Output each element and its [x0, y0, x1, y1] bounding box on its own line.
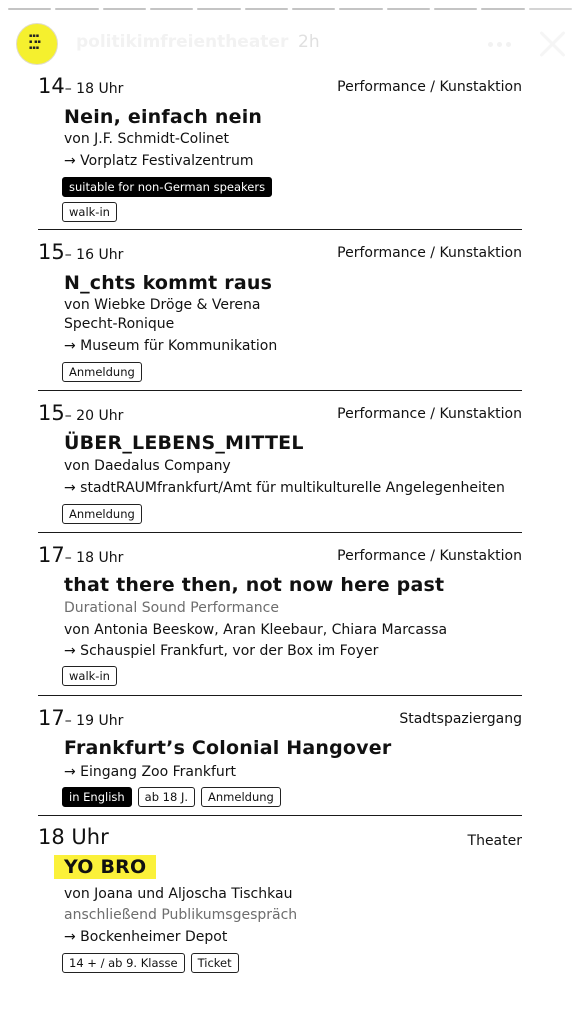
- event-tag: Anmeldung: [201, 787, 281, 807]
- event-tags: [62, 202, 117, 222]
- event-note: anschließend Publikumsgespräch: [64, 907, 298, 923]
- divider: [38, 390, 522, 391]
- story-header: [0, 18, 580, 70]
- event-item: [38, 74, 522, 226]
- event-time-start: 14: [38, 74, 65, 98]
- event-title: that there then, not now here past: [64, 574, 445, 596]
- event-tag: Anmeldung: [62, 362, 142, 382]
- event-item: [38, 825, 522, 975]
- event-time: [38, 401, 123, 425]
- username[interactable]: politikimfreientheater: [76, 32, 289, 52]
- event-tags: [62, 362, 142, 382]
- event-tag: walk-in: [62, 202, 117, 222]
- event-item: [38, 706, 522, 810]
- event-time-start: 18 Uhr: [38, 825, 109, 849]
- event-tag: Anmeldung: [62, 504, 142, 524]
- event-category: Performance / Kunstaktion: [337, 245, 522, 261]
- event-item: [38, 240, 522, 386]
- event-title: ÜBER_LEBENS_MITTEL: [64, 432, 304, 454]
- event-time-start: 15: [38, 240, 65, 264]
- progress-segment: [481, 8, 524, 10]
- event-tag: walk-in: [62, 666, 117, 686]
- close-icon[interactable]: [537, 27, 569, 59]
- progress-segment: [150, 8, 193, 10]
- event-item: [38, 401, 522, 527]
- event-time-end: – 18 Uhr: [64, 550, 124, 566]
- event-location: → Vorplatz Festivalzentrum: [64, 153, 254, 169]
- event-item: [38, 543, 522, 691]
- event-category: Theater: [467, 833, 522, 849]
- event-tags: [62, 953, 239, 973]
- progress-segment: [339, 8, 382, 10]
- event-category: Performance / Kunstaktion: [337, 548, 522, 564]
- event-subtitle: Durational Sound Performance: [64, 600, 279, 616]
- event-tag: Ticket: [191, 953, 239, 973]
- progress-segment: [529, 8, 572, 10]
- event-time-start: 17: [38, 706, 65, 730]
- event-author: von Antonia Beeskow, Aran Kleebaur, Chiara Marcassa: [64, 622, 448, 638]
- progress-segment: [434, 8, 477, 10]
- event-category: Performance / Kunstaktion: [337, 79, 522, 95]
- event-tags: [62, 177, 272, 197]
- progress-segment: [292, 8, 335, 10]
- event-tag: ab 18 J.: [138, 787, 195, 807]
- event-category: Stadtspaziergang: [399, 711, 522, 727]
- progress-segment: [103, 8, 146, 10]
- event-tag: suitable for non-German speakers: [62, 177, 272, 197]
- progress-segment: [8, 8, 51, 10]
- progress-segment: [55, 8, 98, 10]
- post-time: 2h: [298, 32, 320, 52]
- event-tag: in English: [62, 787, 132, 807]
- event-time-start: 17: [38, 543, 65, 567]
- event-title: N_chts kommt raus: [64, 272, 273, 294]
- event-title: Frankfurt’s Colonial Hangover: [64, 737, 392, 759]
- divider: [38, 695, 522, 696]
- event-time-end: – 16 Uhr: [64, 247, 124, 263]
- event-time-end: – 18 Uhr: [64, 81, 124, 97]
- avatar[interactable]: [16, 23, 58, 65]
- divider: [38, 815, 522, 816]
- story-progress-bar: [8, 8, 572, 10]
- event-location: → Museum für Kommunikation: [64, 338, 278, 354]
- event-location: → Eingang Zoo Frankfurt: [64, 764, 237, 780]
- event-tag: 14 + / ab 9. Klasse: [62, 953, 185, 973]
- event-location: → Bockenheimer Depot: [64, 929, 228, 945]
- event-author: von Daedalus Company: [64, 458, 231, 474]
- event-time-end: – 19 Uhr: [64, 713, 124, 729]
- event-time: [38, 240, 123, 264]
- more-options-icon[interactable]: [488, 42, 512, 48]
- event-time-end: – 20 Uhr: [64, 408, 124, 424]
- event-location: → stadtRAUMfrankfurt/Amt für multikulturelle Angelegenheiten: [64, 480, 505, 496]
- event-time: [38, 74, 123, 98]
- divider: [38, 532, 522, 533]
- event-tags: [62, 504, 142, 524]
- event-title: Nein, einfach nein: [64, 106, 263, 128]
- divider: [38, 229, 522, 230]
- event-author: von J.F. Schmidt-Colinet: [64, 131, 229, 147]
- event-author-cont: Specht-Ronique: [64, 316, 175, 332]
- event-time-start: 15: [38, 401, 65, 425]
- event-tags: [62, 666, 117, 686]
- event-time: [38, 706, 123, 730]
- event-category: Performance / Kunstaktion: [337, 406, 522, 422]
- event-author: von Joana und Aljoscha Tischkau: [64, 886, 293, 902]
- avatar-logo-icon: ▪▪▪ ▪ ▪▪ ▪▪▪: [29, 33, 41, 51]
- event-tags: [62, 787, 281, 807]
- event-location: → Schauspiel Frankfurt, vor der Box im Foyer: [64, 643, 379, 659]
- event-time: [38, 825, 109, 849]
- progress-segment: [387, 8, 430, 10]
- event-title: YO BRO: [54, 855, 156, 879]
- event-author: von Wiebke Dröge & Verena: [64, 297, 261, 313]
- progress-segment: [197, 8, 240, 10]
- event-time: [38, 543, 123, 567]
- progress-segment: [245, 8, 288, 10]
